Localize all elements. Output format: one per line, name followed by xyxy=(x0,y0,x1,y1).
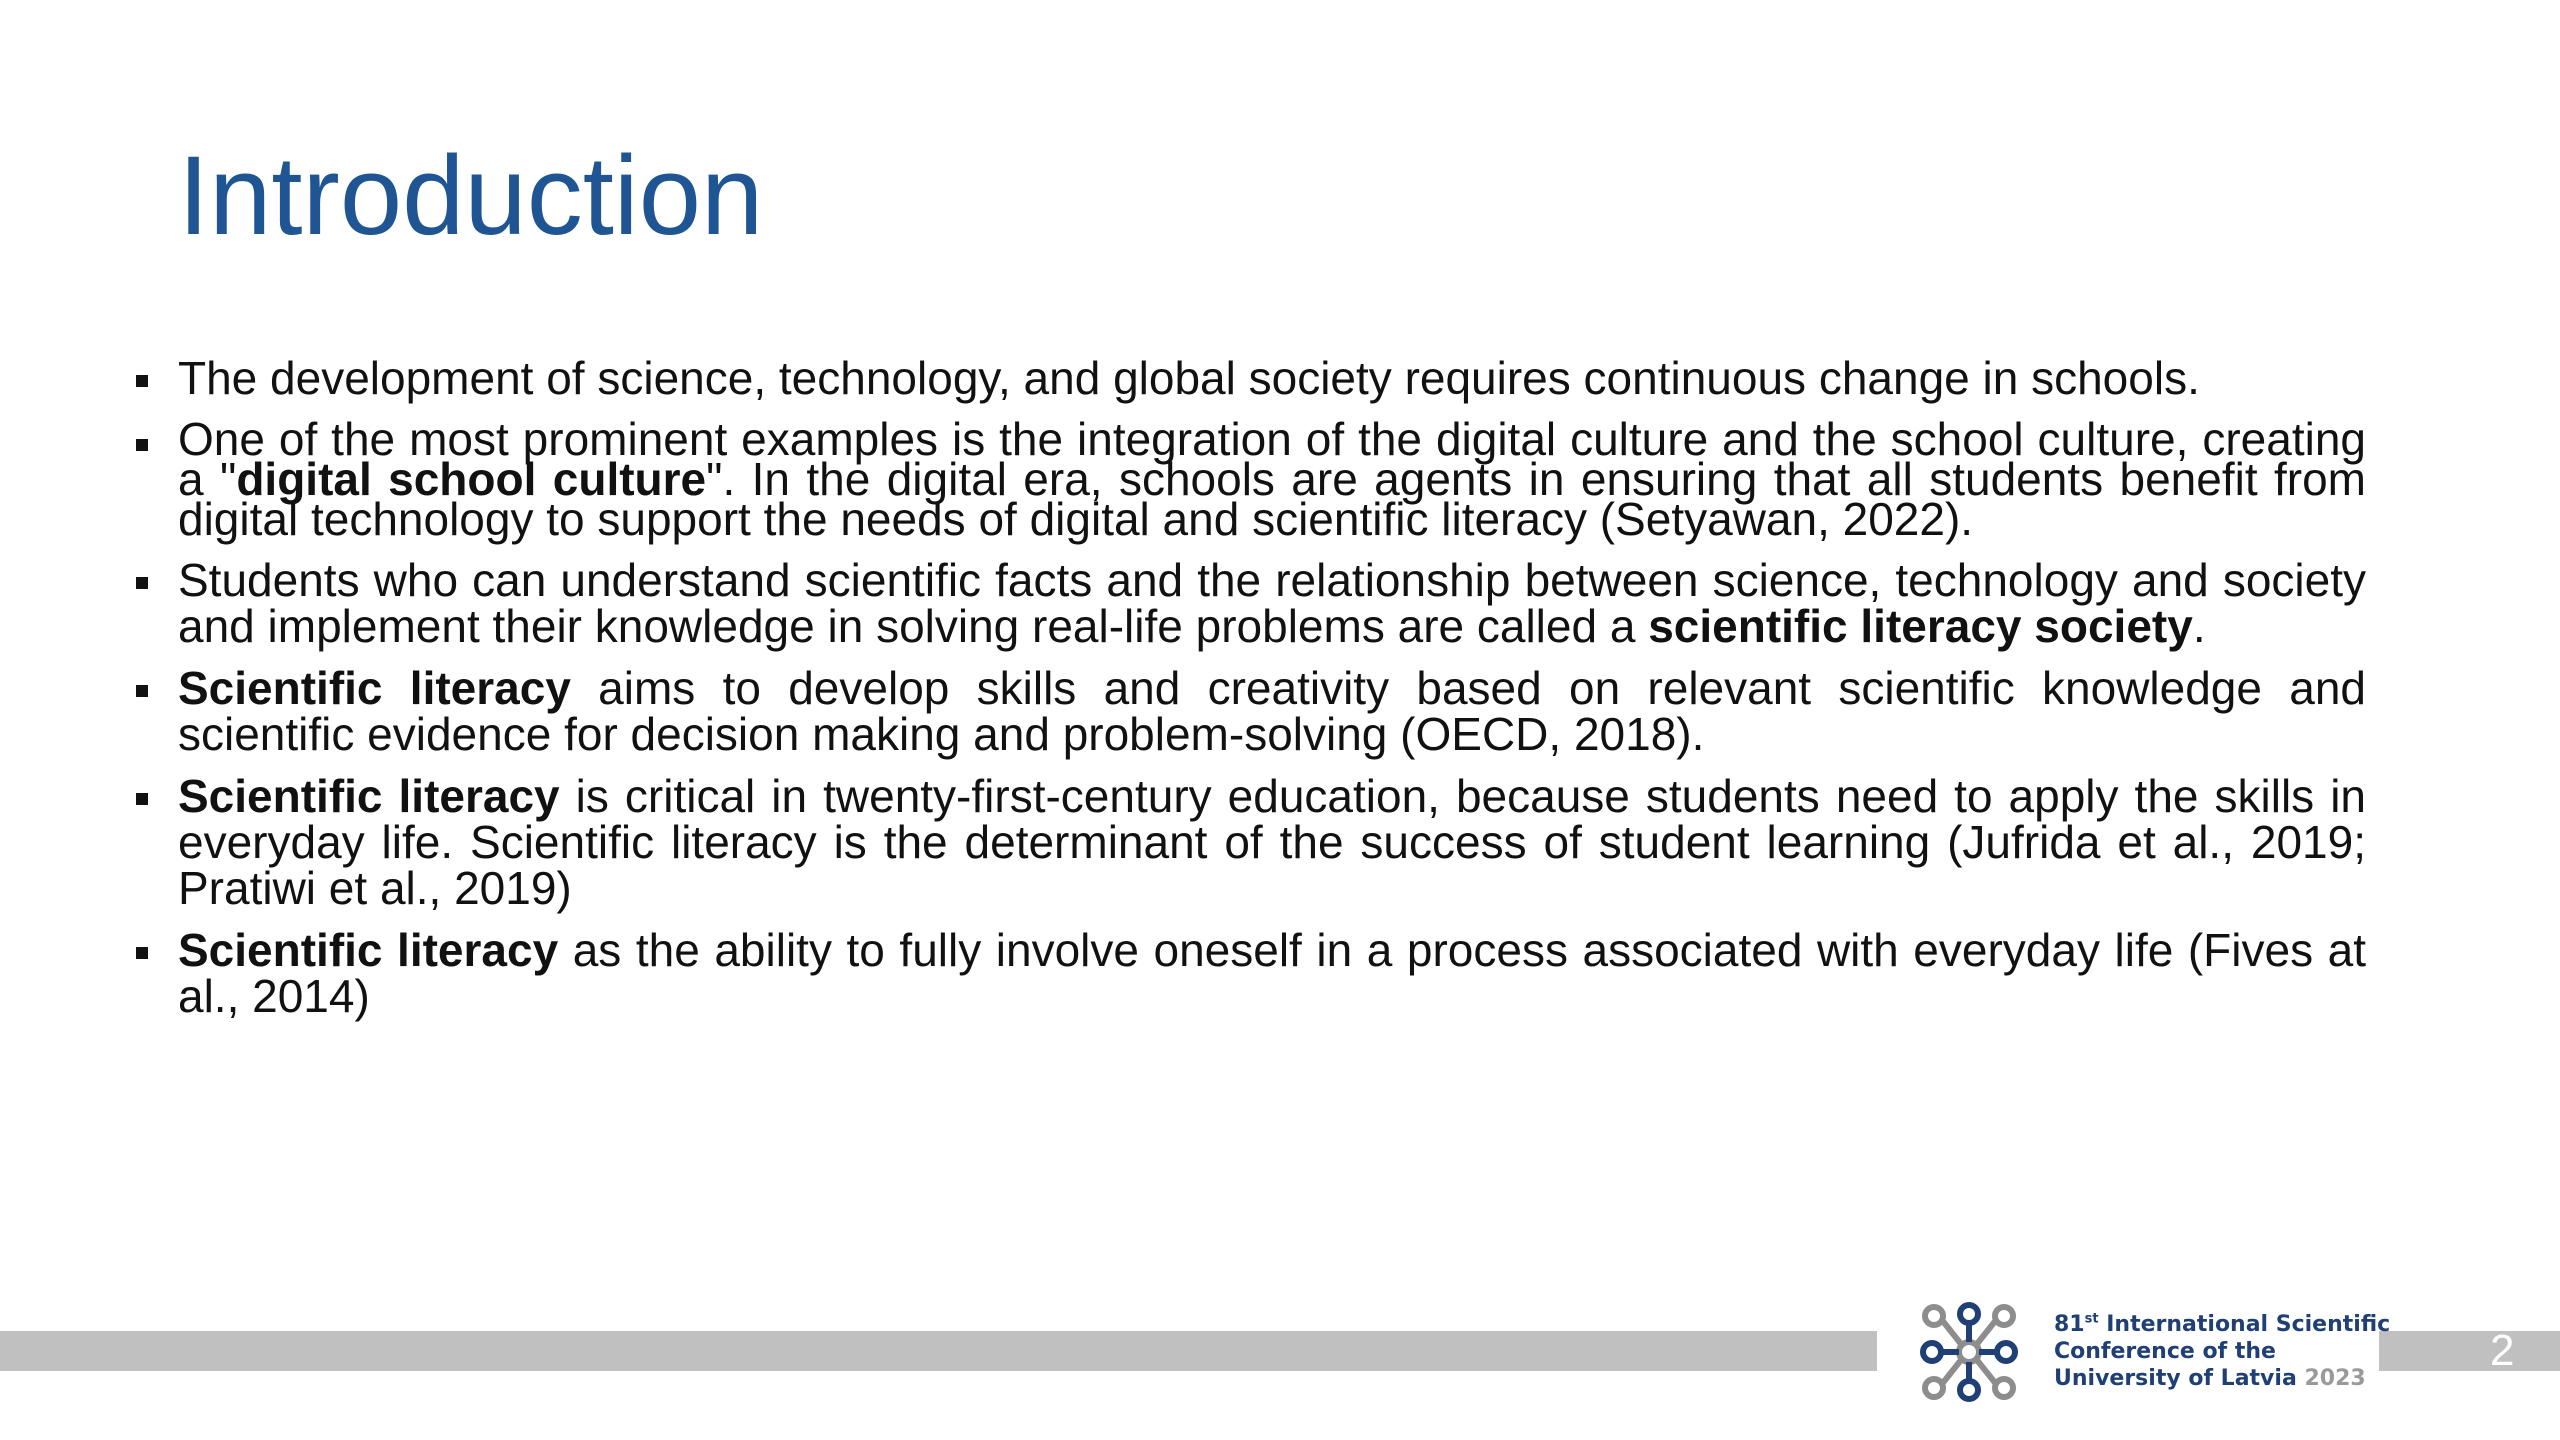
molecule-knot-icon xyxy=(1918,1300,2020,1404)
bullet-item xyxy=(178,413,2367,545)
bullet-text: The development of science, technology, and global society requires continuous change in schools. xyxy=(178,352,2200,404)
conference-line-2: Conference of the xyxy=(2054,1339,2276,1364)
bullet-item xyxy=(178,924,2366,1022)
bullet-emphasis: Scientific literacy xyxy=(178,924,559,976)
bullet-text: Students who can understand scientific facts and the relationship between science, technology and society and implement their knowledge in solving real-life problems are called a xyxy=(178,554,2366,652)
bullet-emphasis: digital school culture xyxy=(236,453,707,505)
slide-title: Introduction xyxy=(178,133,764,258)
bullet-item xyxy=(178,662,2366,760)
bullet-item xyxy=(178,352,2366,404)
bullet-text: as the ability to fully involve oneself in a process associated with everyday life (Fives at al., 2014) xyxy=(178,924,2366,1022)
conference-line-1: 81st International Scientific xyxy=(2054,1311,2391,1337)
bullet-emphasis: Scientific literacy xyxy=(178,662,571,714)
bullet-emphasis: Scientific literacy xyxy=(178,770,560,822)
bullet-text: is critical in twenty-first-century education, because students need to apply the skills in everyday life. Scientific literacy is the determinant of the success of student learning (Jufrida et al., 2019; Pratiwi et al., 2019) xyxy=(178,770,2366,914)
bullet-text: One of the most prominent examples is the integration of the digital culture and the school culture, creating a " xyxy=(178,413,2366,505)
footer-bar xyxy=(0,1331,1877,1371)
bullet-item xyxy=(178,770,2366,914)
conference-name xyxy=(2054,1311,2390,1392)
footer-bar-page-tab xyxy=(2379,1326,2560,1375)
bullet-item xyxy=(178,554,2366,652)
conference-line-3: University of Latvia 2023 xyxy=(2054,1366,2366,1391)
page-number: 2 xyxy=(2490,1326,2515,1375)
bullet-emphasis: scientific literacy society xyxy=(1648,600,2193,652)
bullet-text: ". In the digital era, schools are agents in ensuring that all students benefit from digital technology to support the needs of digital and scientific literacy (Setyawan, 2022). xyxy=(178,453,2367,545)
bullet-text: . xyxy=(2192,600,2206,652)
bullet-text: aims to develop skills and creativity based on relevant scientific knowledge and scientific evidence for decision making and problem-solving (OECD, 2018). xyxy=(178,662,2366,760)
bullet-list xyxy=(178,352,2367,1035)
